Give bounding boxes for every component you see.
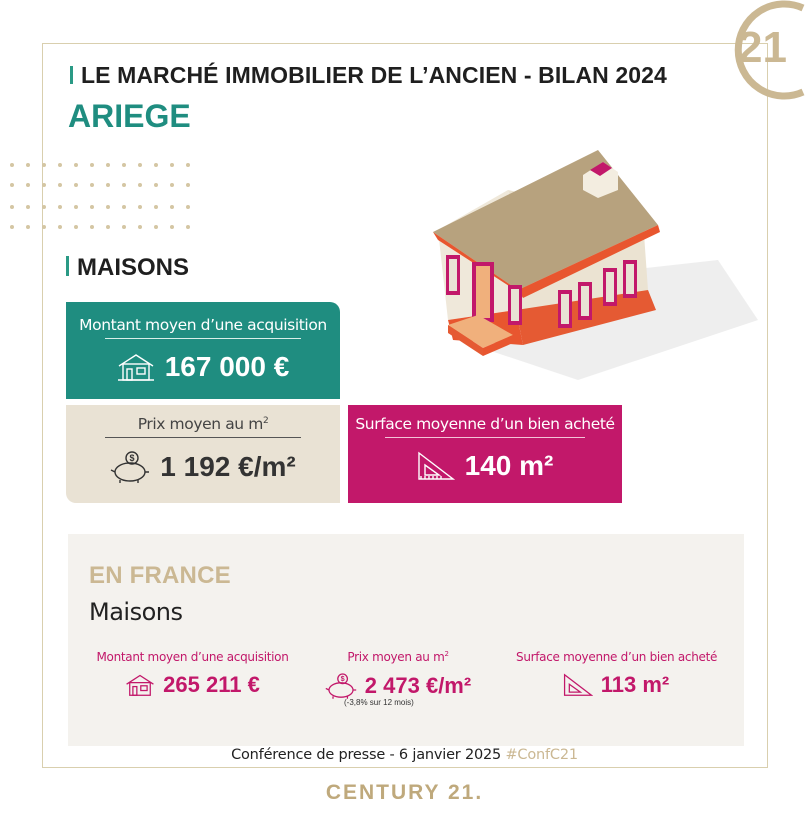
house-icon	[125, 673, 155, 697]
france-acquisition-value: 265 211 €	[163, 672, 260, 697]
france-price-m2-label: Prix moyen au $m^2$	[347, 650, 449, 664]
price-m2-label: Prix moyen au $m^2$	[137, 415, 269, 433]
acquisition-card	[66, 302, 340, 399]
france-title: EN FRANCE	[89, 562, 231, 589]
surface-label: Surface moyenne d’un bien acheté	[355, 415, 615, 433]
section-title-text: MAISONS	[77, 254, 190, 281]
house-icon	[117, 352, 155, 382]
price-m2-card	[66, 405, 340, 503]
svg-text:$: $	[340, 674, 345, 684]
acquisition-value: 167 000 €	[164, 351, 290, 382]
france-surface-label: Surface moyenne d’un bien acheté	[516, 650, 718, 664]
house-illustration	[428, 150, 758, 380]
footer-text	[0, 747, 809, 763]
surface-value: 140 m²	[464, 450, 554, 481]
section-bar-icon	[66, 256, 69, 276]
set-square-icon	[417, 451, 455, 481]
brand-name: CENTURY 21.	[325, 781, 484, 804]
france-price-m2-note: (-3,8% sur 12 mois)	[344, 698, 414, 707]
piggy-bank-icon	[325, 672, 357, 700]
decorative-dots	[8, 162, 198, 232]
price-m2-divider	[105, 437, 301, 438]
surface-divider	[385, 437, 585, 438]
page-title	[70, 62, 667, 89]
acquisition-label: Montant moyen d’une acquisition	[79, 316, 327, 334]
france-surface	[516, 650, 716, 698]
acquisition-divider	[105, 338, 301, 339]
france-acquisition	[90, 650, 295, 698]
century21-logo-icon	[708, 0, 809, 100]
svg-text:$: $	[129, 453, 135, 463]
piggy-bank-icon	[110, 450, 150, 484]
title-bar-icon	[70, 66, 73, 84]
logo-text: 21	[738, 23, 787, 72]
france-surface-value: 113 m²	[600, 672, 670, 697]
france-price-m2-value: 2 473 €/m²	[364, 673, 472, 698]
france-price-m2	[308, 650, 488, 707]
section-title	[66, 254, 189, 282]
france-subtitle: Maisons	[89, 598, 183, 626]
surface-card	[348, 405, 622, 503]
france-panel	[68, 534, 744, 746]
france-acquisition-label: Montant moyen d’une acquisition	[96, 650, 289, 664]
price-m2-value: 1 192 €/m²	[160, 451, 296, 482]
title-text: LE MARCHÉ IMMOBILIER DE L’ANCIEN - BILAN 2024	[81, 62, 667, 88]
footer-label: Conférence de presse - 6 janvier 2025	[231, 747, 506, 763]
set-square-icon	[563, 673, 593, 697]
region-name: ARIEGE	[68, 98, 191, 134]
footer-hashtag: #ConfC21	[505, 747, 578, 763]
